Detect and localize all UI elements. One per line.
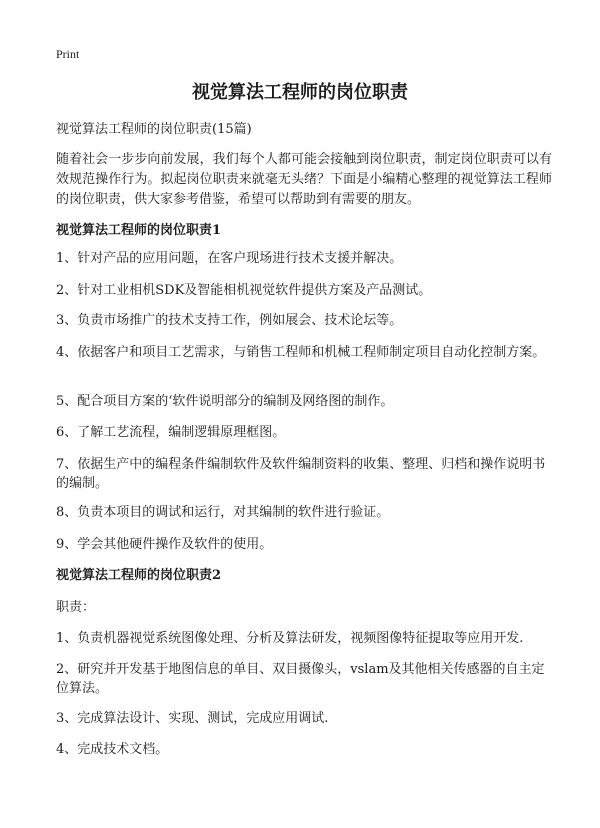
list-item: 2、针对工业相机SDK及智能相机视觉软件提供方案及产品测试。	[56, 283, 432, 298]
page-title: 视觉算法工程师的岗位职责	[192, 82, 408, 103]
list-item: 6、了解工艺流程，编制逻辑原理框图。	[56, 425, 286, 440]
section-2-heading: 视觉算法工程师的岗位职责2	[56, 568, 222, 583]
list-item: 3、完成算法设计、实现、测试，完成应用调试.	[56, 711, 329, 726]
intro-paragraph: 随着社会一步步向前发展，我们每个人都可能会接触到岗位职责，制定岗位职责可以有效规范操作行为。拟起岗位职责来就毫无头绪？下面是小编精心整理的视觉算法工程师的岗位职责，供大家参考借鉴，希望可以帮助到有需要的朋友。	[56, 152, 552, 207]
document-subtitle: 视觉算法工程师的岗位职责(15篇)	[56, 122, 252, 137]
section-1-heading: 视觉算法工程师的岗位职责1	[56, 223, 222, 238]
list-item: 2、研究并开发基于地图信息的单目、双目摄像头，vslam及其他相关传感器的自主定位算法。	[56, 662, 545, 696]
list-item: 5、配合项目方案的‘软件说明部分的编制及网络图的制作。	[56, 394, 394, 409]
list-item: 7、依据生产中的编程条件编制软件及软件编制资料的收集、整理、归档和操作说明书的编制。	[56, 457, 546, 491]
list-item: 4、完成技术文档。	[56, 742, 169, 757]
list-item: 8、负责本项目的调试和运行，对其编制的软件进行验证。	[56, 505, 390, 520]
print-link[interactable]: Print	[56, 47, 80, 61]
list-item: 1、负责机器视觉系统图像处理、分析及算法研发，视频图像特征提取等应用开发.	[56, 631, 524, 646]
list-item: 9、学会其他硬件操作及软件的使用。	[56, 537, 273, 552]
list-item: 4、依据客户和项目工艺需求，与销售工程师和机械工程师制定项目自动化控制方案。	[56, 345, 546, 360]
list-item: 3、负责市场推广的技术支持工作，例如展会、技术论坛等。	[56, 313, 403, 328]
list-item: 1、针对产品的应用问题，在客户现场进行技术支援并解决。	[56, 251, 403, 266]
section-2-label: 职责：	[56, 600, 96, 615]
